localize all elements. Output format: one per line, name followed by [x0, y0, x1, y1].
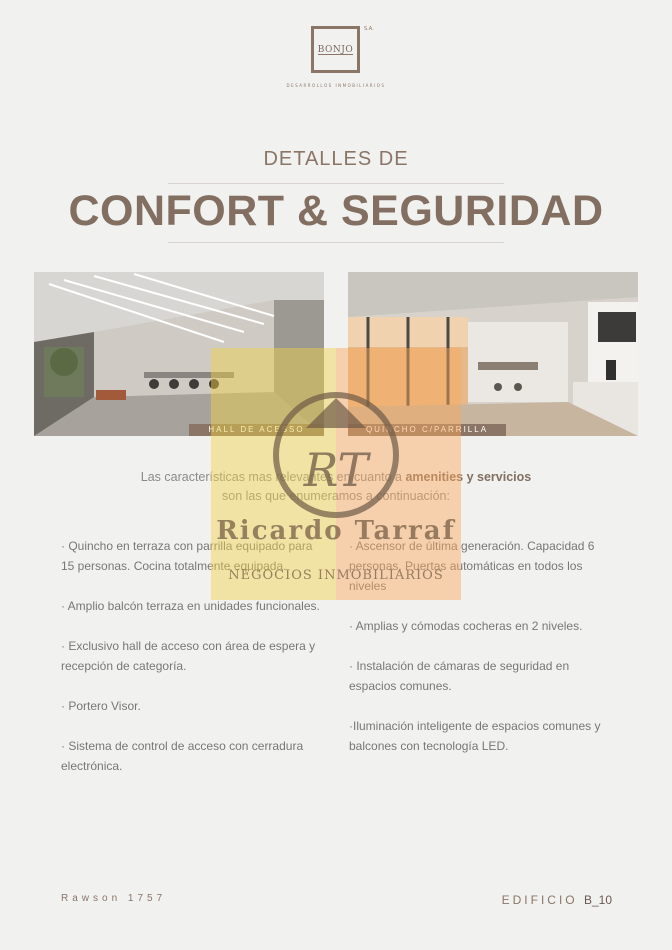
- brand-tagline: DESARROLLOS INMOBILIARIOS: [286, 83, 386, 88]
- footer-building-prefix: EDIFICIO: [501, 893, 578, 907]
- quincho-photo-image: [348, 272, 638, 436]
- intro-text: [60, 468, 612, 506]
- photo-caption-hall: HALL DE ACESSO: [189, 424, 324, 436]
- features-left-column: [61, 536, 326, 796]
- footer-building-code: B_10: [583, 893, 612, 907]
- photo-caption-quincho: QUINCHO C/PARRILLA: [348, 424, 506, 436]
- footer-building: [502, 893, 612, 907]
- brand-logo-suffix: S.A.: [364, 26, 374, 32]
- page-kicker: DETALLES DE: [263, 148, 409, 170]
- hall-photo-image: [34, 272, 324, 436]
- watermark-subtitle: NEGOCIOS INMOBILIARIOS: [228, 568, 444, 583]
- brand-logo-name: BONJO: [317, 44, 354, 55]
- feature-item: · Amplias y cómodas cocheras en 2 niveles.: [349, 619, 583, 633]
- feature-item: · Exclusivo hall de acceso con área de espera y recepción de categoría.: [61, 639, 316, 673]
- photo-quincho: [348, 272, 638, 436]
- heading-rule-bottom: [168, 242, 504, 243]
- feature-item: · Portero Visor.: [61, 699, 141, 713]
- intro-line2: son las que enumeramos a continuación:: [222, 489, 450, 503]
- feature-item: · Amplio balcón terraza en unidades funcionales.: [61, 599, 320, 613]
- feature-item: · Ascensor de última generación. Capacidad 6 personas. Puertas automáticas en todos los niveles: [349, 539, 595, 593]
- features-right-column: [349, 536, 614, 776]
- watermark-name: Ricardo Tarraf: [216, 516, 456, 546]
- footer-address: Rawson 1757: [61, 893, 167, 904]
- feature-item: · Quincho en terraza con parrilla equipado para 15 personas. Cocina totalmente equipada.: [61, 539, 313, 573]
- feature-item: ·Iluminación inteligente de espacios comunes y balcones con tecnología LED.: [349, 719, 601, 753]
- feature-item: · Instalación de cámaras de seguridad en espacios comunes.: [349, 659, 570, 693]
- intro-line1: Las características mas relevantes en cuanto a: [140, 470, 406, 484]
- watermark-monogram: RT: [303, 443, 369, 497]
- feature-item: · Sistema de control de acceso con cerradura electrónica.: [61, 739, 304, 773]
- brand-logo: [311, 26, 360, 73]
- heading-rule-top: [168, 183, 504, 184]
- photo-hall: [34, 272, 324, 436]
- logo-divider: [318, 54, 353, 55]
- intro-highlight: amenities y servicios: [405, 470, 532, 484]
- page-title: CONFORT & SEGURIDAD: [68, 187, 604, 235]
